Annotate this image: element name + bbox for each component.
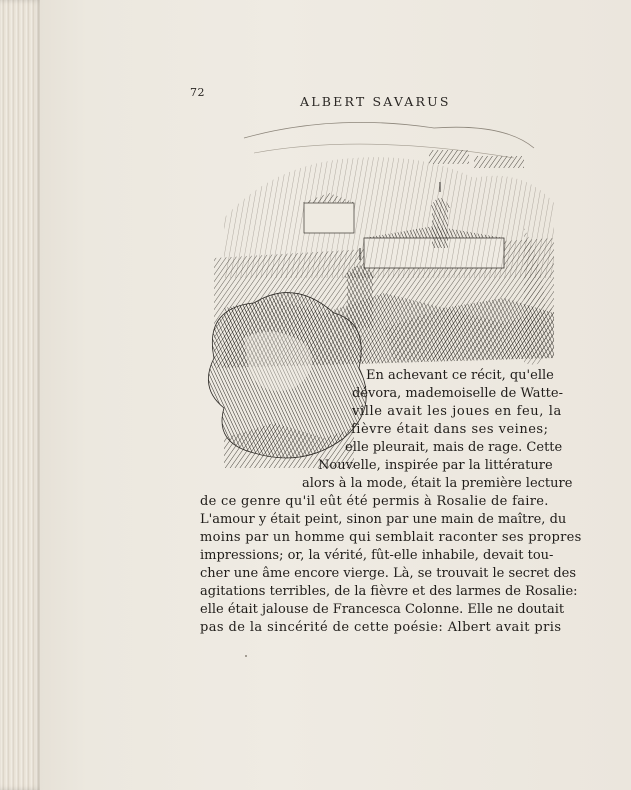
text-line: elle pleurait, mais de rage. Cette <box>345 440 563 455</box>
text-line: alors à la mode, était la première lecture <box>302 476 573 491</box>
text-line: pas de la sincérité de cette poésie: Albert avait pris <box>200 620 562 635</box>
text-line: de ce genre qu'il eût été permis à Rosalie de faire. <box>200 494 549 509</box>
text-line: fièvre était dans ses veines; <box>351 422 549 437</box>
text-line: Nouvelle, inspirée par la littérature <box>318 458 553 473</box>
paper-speck <box>245 655 247 657</box>
page-number: 72 <box>190 86 205 99</box>
text-line: moins par un homme qui semblait raconter ses propres <box>200 530 582 545</box>
text-line: L'amour y était peint, sinon par une main de maître, du <box>200 512 567 527</box>
text-line: elle était jalouse de Francesca Colonne. Elle ne doutait <box>200 602 565 617</box>
text-line: agitations terribles, de la fièvre et des larmes de Rosalie: <box>200 584 578 599</box>
text-line: En achevant ce récit, qu'elle <box>366 368 554 383</box>
page-edge-deckle <box>0 0 42 790</box>
text-line: dévora, mademoiselle de Watte- <box>352 386 563 401</box>
running-title: ALBERT SAVARUS <box>300 94 451 109</box>
text-line: ville avait les joues en feu, la <box>352 404 562 419</box>
text-line: cher une âme encore vierge. Là, se trouvait le secret des <box>200 566 577 581</box>
text-line: impressions; or, la vérité, fût-elle inhabile, devait tou- <box>200 548 554 563</box>
book-page <box>40 0 631 790</box>
